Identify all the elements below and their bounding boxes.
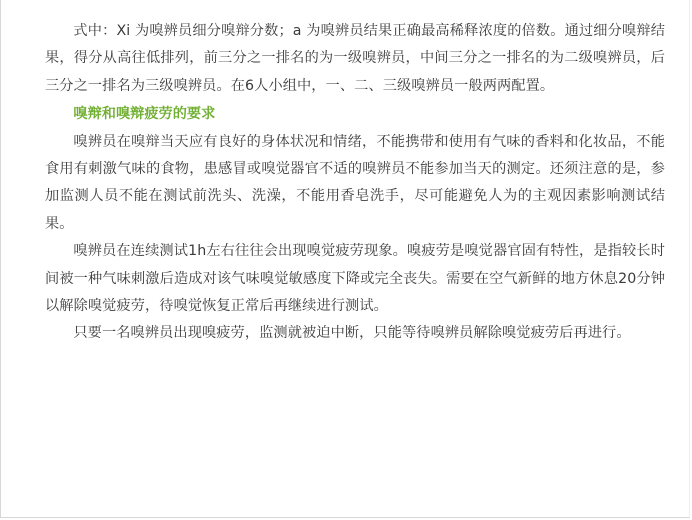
section-heading: 嗅辩和嗅辩疲劳的要求: [73, 106, 216, 123]
interruption-paragraph: 只要一名嗅辨员出现嗅疲劳，监测就被迫中断，只能等待嗅辨员解除嗅觉疲劳后再进行。: [73, 325, 631, 342]
article-body: [45, 18, 665, 348]
requirements-paragraph: 嗅辨员在嗅辩当天应有良好的身体状况和情绪，不能携带和使用有气味的香料和化妆品，不能食用有刺激气味的食物，患感冒或嗅觉器官不适的嗅辨员不能参加当天的测定。还须注意的是，参加监测人员不能在测试前洗头、洗澡，不能用香皂洗手，尽可能避免人为的主观因素影响测试结果。: [45, 133, 665, 232]
fatigue-paragraph: 嗅辨员在连续测试1h左右往往会出现嗅觉疲劳现象。嗅疲劳是嗅觉器官固有特性，是指较长时间被一种气味刺激后造成对该气味嗅觉敏感度下降或完全丧失。需要在空气新鲜的地方休息20分钟以解除嗅觉疲劳，待嗅觉恢复正常后再继续进行测试。: [45, 243, 665, 315]
formula-explanation-paragraph: 式中：Xi 为嗅辨员细分嗅辩分数；a 为嗅辨员结果正确最高稀释浓度的倍数。通过细分嗅辩结果，得分从高往低排列，前三分之一排名的为一级嗅辨员，中间三分之一排名的为二级嗅辨员，后三分之一排名为三级嗅辨员。在6人小组中，一、二、三级嗅辨员一般两两配置。: [45, 23, 665, 94]
